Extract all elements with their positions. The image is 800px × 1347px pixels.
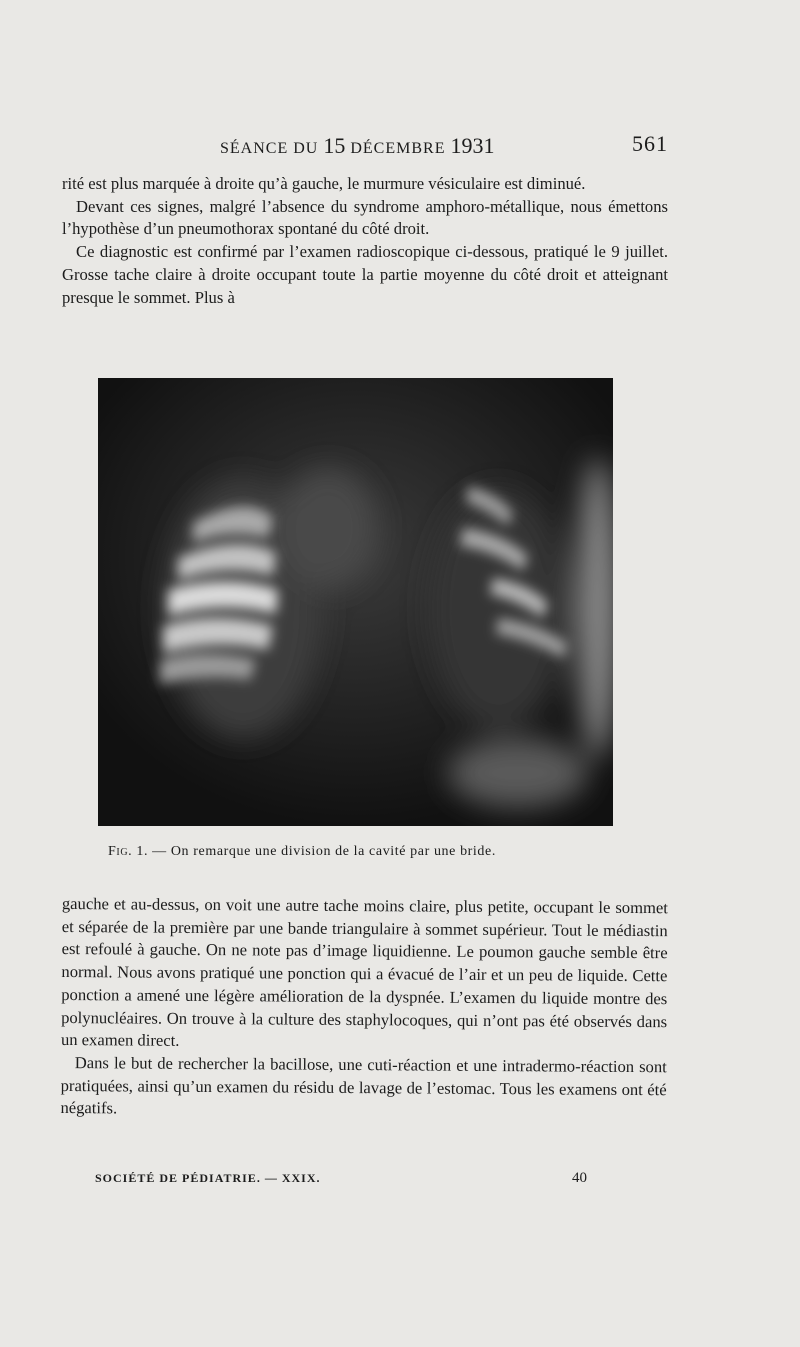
footer-signature: SOCIÉTÉ DE PÉDIATRIE. — XXIX. bbox=[95, 1171, 321, 1185]
paragraph: Dans le but de rechercher la bacillose, une cuti-réaction et une intradermo-réaction sont pratiquées, ainsi qu’un examen du résidu de lavage de l’estomac. Tous les examens ont été négatifs. bbox=[60, 1053, 667, 1118]
paragraph: gauche et au-dessus, on voit une autre tache moins claire, plus petite, occupant le sommet et séparée de la première par une bande triangulaire à sommet supérieur. Tout le médiastin est refoulé à gauche. On ne note pas d’image liquidienne. Le poumon gauche semble être normal. Nous avons pratiqué une ponction qui a évacué de l’air et un peu de liquide. Cette ponction a amené une légère amélioration de la dyspnée. L’examen du liquide montre des polynucléaires. On trouve à la culture des staphylocoques, qui n’ont pas été observés dans un examen direct. bbox=[60, 894, 668, 1051]
header-title: SÉANCE DU 15 DÉCEMBRE 1931 bbox=[220, 133, 495, 158]
caption-text: — On remarque une division de la cavité par une bride. bbox=[148, 844, 496, 859]
page-number: 561 bbox=[632, 131, 668, 156]
text-block-bottom bbox=[60, 893, 668, 1124]
footer-signature-number: 40 bbox=[572, 1170, 587, 1186]
paragraph: Devant ces signes, malgré l’absence du syndrome amphoro-métallique, nous émettons l’hypothèse d’un pneumothorax spontané du côté droit. bbox=[62, 196, 668, 239]
paragraph: rité est plus marquée à droite qu’à gauche, le murmure vésiculaire est diminué. bbox=[62, 174, 586, 193]
radiograph-image bbox=[98, 378, 613, 826]
radiograph-figure bbox=[98, 378, 613, 826]
figure-caption bbox=[108, 844, 628, 860]
caption-label: Fig. 1. bbox=[108, 844, 149, 859]
paragraph: Ce diagnostic est confirmé par l’examen radioscopique ci-dessous, pratiqué le 9 juillet. Grosse tache claire à droite occupant toute la partie moyenne du côté droit et atteignant presque le sommet. Plus à bbox=[62, 242, 668, 307]
text-block-top bbox=[62, 173, 668, 309]
